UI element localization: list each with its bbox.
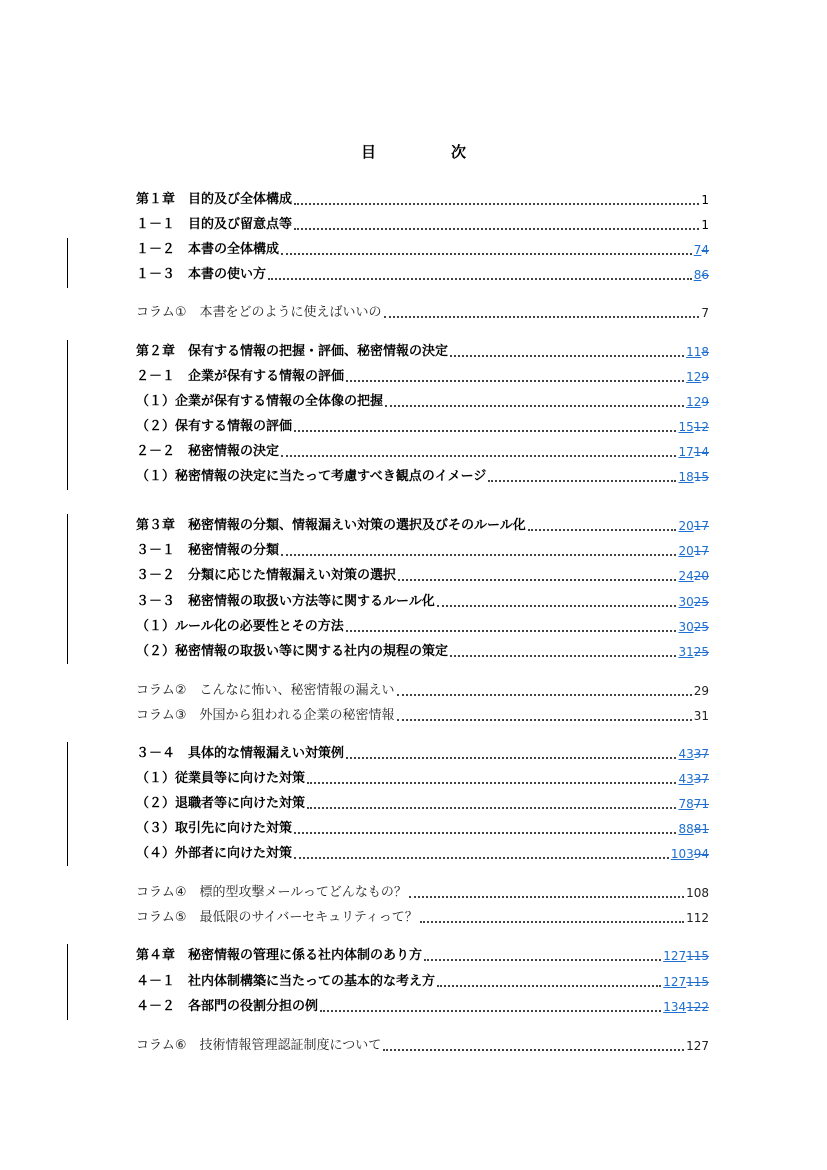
deleted-page-number: 115 — [686, 949, 709, 963]
toc-page-number — [686, 344, 709, 360]
deleted-page-number: 94 — [693, 847, 709, 861]
deleted-page-number: 9 — [701, 395, 709, 409]
dot-leader — [528, 529, 677, 531]
toc-entry-label: ３－４ 具体的な情報漏えい対策例 — [136, 746, 345, 761]
dot-leader — [281, 253, 692, 255]
dot-leader — [307, 807, 676, 809]
toc-entry[interactable] — [136, 340, 709, 360]
toc-page-number — [678, 444, 709, 460]
dot-leader — [307, 782, 676, 784]
deleted-page-number: 9 — [701, 370, 709, 384]
deleted-page-number: 20 — [693, 569, 709, 583]
revised-page-number: 43 — [678, 772, 694, 786]
toc-entry-label: 第３章 秘密情報の分類、情報漏えい対策の選択及びそのルール化 — [136, 518, 526, 533]
toc-page-number — [678, 543, 709, 559]
dot-leader — [450, 355, 684, 357]
toc-page-number — [678, 619, 709, 635]
toc-entry[interactable] — [136, 238, 709, 258]
toc-page-number — [678, 469, 709, 485]
dot-leader — [294, 857, 669, 859]
revised-page-number: 30 — [678, 595, 694, 609]
toc-entry[interactable] — [136, 188, 709, 208]
revised-page-number: 127 — [663, 949, 687, 963]
toc-entry[interactable] — [136, 564, 709, 584]
revised-page-number: 103 — [670, 847, 694, 861]
toc-page-number — [663, 999, 709, 1015]
toc-entry[interactable] — [136, 792, 709, 812]
toc-entry[interactable] — [136, 390, 709, 410]
dot-leader — [294, 203, 699, 205]
revised-page-number: 20 — [678, 544, 694, 558]
toc-entry-label: １－１ 目的及び留意点等 — [136, 217, 293, 232]
deleted-page-number: 71 — [693, 797, 709, 811]
toc-entry-label: コラム⑤ 最低限のサイバーセキュリティって？ — [136, 910, 418, 925]
dot-leader — [294, 228, 699, 230]
toc-page-number — [678, 771, 709, 787]
revised-page-number: 134 — [663, 1000, 687, 1014]
toc-column-entry[interactable] — [136, 679, 709, 699]
dot-leader — [397, 719, 692, 721]
toc-entry[interactable] — [136, 615, 709, 635]
toc-entry[interactable] — [136, 842, 709, 862]
toc-page-number — [663, 948, 709, 964]
revised-page-number: 8 — [693, 268, 702, 282]
revised-page-number: 43 — [678, 747, 694, 761]
toc-page-number — [678, 518, 709, 534]
revision-bar — [67, 944, 68, 1020]
deleted-page-number: 17 — [693, 519, 709, 533]
revised-page-number: 18 — [678, 470, 694, 484]
dot-leader — [383, 1049, 684, 1051]
toc-entry-label: 第１章 目的及び全体構成 — [136, 192, 293, 207]
deleted-page-number: 15 — [693, 470, 709, 484]
deleted-page-number: 14 — [693, 445, 709, 459]
deleted-page-number: 122 — [686, 1000, 709, 1014]
toc-entry-label: ３－１ 秘密情報の分類 — [136, 543, 280, 558]
toc-entry-label: ２－１ 企業が保有する情報の評価 — [136, 369, 345, 384]
toc-column-entry[interactable] — [136, 301, 709, 321]
toc-page-number: 31 — [693, 709, 709, 723]
revised-page-number: 30 — [678, 620, 694, 634]
toc-entry-label: 第２章 保有する情報の把握・評価、秘密情報の決定 — [136, 344, 449, 359]
deleted-page-number: 37 — [693, 772, 709, 786]
dot-leader — [409, 896, 684, 898]
revision-bar — [67, 742, 68, 866]
toc-entry[interactable] — [136, 263, 709, 283]
deleted-page-number: 37 — [693, 747, 709, 761]
toc-page-number: 112 — [686, 911, 709, 925]
toc-entry-label: コラム⑥ 技術情報管理認証制度について — [136, 1038, 382, 1053]
toc-column-entry[interactable] — [136, 881, 709, 901]
revised-page-number: 11 — [686, 345, 702, 359]
toc-entry-label: （２）秘密情報の取扱い等に関する社内の規程の策定 — [136, 644, 449, 659]
dot-leader — [294, 430, 676, 432]
toc-entry[interactable] — [136, 415, 709, 435]
revision-bar — [67, 514, 68, 664]
toc-entry[interactable] — [136, 440, 709, 460]
revised-page-number: 12 — [686, 370, 702, 384]
toc-entry[interactable] — [136, 590, 709, 610]
toc-entry-label: ４－１ 社内体制構築に当たっての基本的な考え方 — [136, 974, 436, 989]
toc-entry-label: （４）外部者に向けた対策 — [136, 846, 293, 861]
deleted-page-number: 81 — [693, 822, 709, 836]
toc-entry-label: （２）退職者等に向けた対策 — [136, 796, 306, 811]
toc-entry-label: コラム③ 外国から狙われる企業の秘密情報 — [136, 708, 395, 723]
deleted-page-number: 115 — [686, 975, 709, 989]
toc-page-number — [671, 846, 709, 862]
toc-entry-label: １－２ 本書の全体構成 — [136, 242, 280, 257]
toc-entry-label: ３－３ 秘密情報の取扱い方法等に関するルール化 — [136, 594, 435, 609]
dot-leader — [346, 380, 684, 382]
dot-leader — [346, 630, 677, 632]
toc-column-entry[interactable] — [136, 906, 709, 926]
dot-leader — [281, 554, 676, 556]
toc-entry-label: コラム② こんなに怖い、秘密情報の漏えい — [136, 683, 395, 698]
toc-page-number: 127 — [686, 1039, 709, 1053]
dot-leader — [420, 921, 684, 923]
toc-entry[interactable] — [136, 465, 709, 485]
toc-page-number — [678, 644, 709, 660]
dot-leader — [397, 694, 692, 696]
toc-entry[interactable] — [136, 944, 709, 964]
toc-entry-label: ４－２ 各部門の役割分担の例 — [136, 999, 319, 1014]
dot-leader — [384, 316, 700, 318]
toc-entry[interactable] — [136, 742, 709, 762]
dot-leader — [437, 605, 677, 607]
dot-leader — [437, 985, 661, 987]
revised-page-number: 78 — [678, 797, 694, 811]
toc-page-number: 7 — [701, 306, 709, 320]
toc-entry-label: １－３ 本書の使い方 — [136, 267, 267, 282]
deleted-page-number: 25 — [693, 645, 709, 659]
toc-entry-label: コラム① 本書をどのように使えばいいの — [136, 305, 382, 320]
deleted-page-number: 12 — [693, 420, 709, 434]
deleted-page-number: 8 — [701, 345, 709, 359]
dot-leader — [424, 959, 661, 961]
toc-entry[interactable] — [136, 213, 709, 233]
dot-leader — [385, 405, 684, 407]
toc-entry-label: （１）秘密情報の決定に当たって考慮すべき観点のイメージ — [136, 469, 487, 484]
toc-page-number — [663, 974, 709, 990]
revised-page-number: 24 — [678, 569, 694, 583]
toc-entry-label: 第４章 秘密情報の管理に係る社内体制のあり方 — [136, 948, 423, 963]
toc-entry-label: ２－２ 秘密情報の決定 — [136, 444, 280, 459]
deleted-page-number: 6 — [701, 268, 709, 282]
dot-leader — [268, 278, 692, 280]
toc-page-number — [686, 369, 709, 385]
toc-entry-label: ３－２ 分類に応じた情報漏えい対策の選択 — [136, 568, 397, 583]
dot-leader — [346, 757, 676, 759]
toc-entry[interactable] — [136, 817, 709, 837]
revised-page-number: 88 — [678, 822, 694, 836]
toc-page-number — [678, 746, 709, 762]
toc-page-number — [678, 594, 709, 610]
revised-page-number: 17 — [678, 445, 694, 459]
toc-page-number: 29 — [693, 684, 709, 698]
toc-entry[interactable] — [136, 365, 709, 385]
toc-column-entry[interactable] — [136, 704, 709, 724]
toc-entry[interactable] — [136, 970, 709, 990]
toc-page-number: 108 — [686, 886, 709, 900]
toc-column-entry[interactable] — [136, 1034, 709, 1054]
dot-leader — [450, 655, 676, 657]
revised-page-number: 15 — [678, 420, 694, 434]
deleted-page-number: 25 — [693, 620, 709, 634]
toc-page-number — [678, 796, 709, 812]
dot-leader — [320, 1010, 661, 1012]
deleted-page-number: 25 — [693, 595, 709, 609]
deleted-page-number: 4 — [701, 243, 709, 257]
page-title: 目 次 — [360, 143, 496, 161]
deleted-page-number: 17 — [693, 544, 709, 558]
toc-entry[interactable] — [136, 767, 709, 787]
toc-page-number: 1 — [701, 193, 709, 207]
toc-entry-label: （３）取引先に向けた対策 — [136, 821, 293, 836]
toc-page-number — [694, 267, 709, 283]
toc-page-number — [694, 242, 709, 258]
dot-leader — [488, 480, 676, 482]
revised-page-number: 20 — [678, 519, 694, 533]
toc-entry-label: （１）ルール化の必要性とその方法 — [136, 619, 344, 634]
dot-leader — [398, 579, 676, 581]
toc-entry[interactable] — [136, 995, 709, 1015]
toc-entry-label: （１）従業員等に向けた対策 — [136, 771, 306, 786]
revised-page-number: 12 — [686, 395, 702, 409]
revision-bar — [67, 340, 68, 490]
toc-entry[interactable] — [136, 514, 709, 534]
toc-entry-label: （１）企業が保有する情報の全体像の把握 — [136, 394, 384, 409]
toc-page-number — [686, 394, 709, 410]
revised-page-number: 127 — [663, 975, 687, 989]
toc-entry-label: （２）保有する情報の評価 — [136, 419, 293, 434]
dot-leader — [281, 455, 676, 457]
toc-page-number — [678, 568, 709, 584]
toc-page-number — [678, 821, 709, 837]
toc-entry[interactable] — [136, 640, 709, 660]
revised-page-number: 31 — [678, 645, 694, 659]
dot-leader — [294, 832, 676, 834]
toc-entry-label: コラム④ 標的型攻撃メールってどんなもの？ — [136, 885, 407, 900]
revision-bar — [67, 238, 68, 288]
revised-page-number: 7 — [693, 243, 702, 257]
toc-page-number: 1 — [701, 218, 709, 232]
toc-entry[interactable] — [136, 539, 709, 559]
toc-page-number — [678, 419, 709, 435]
